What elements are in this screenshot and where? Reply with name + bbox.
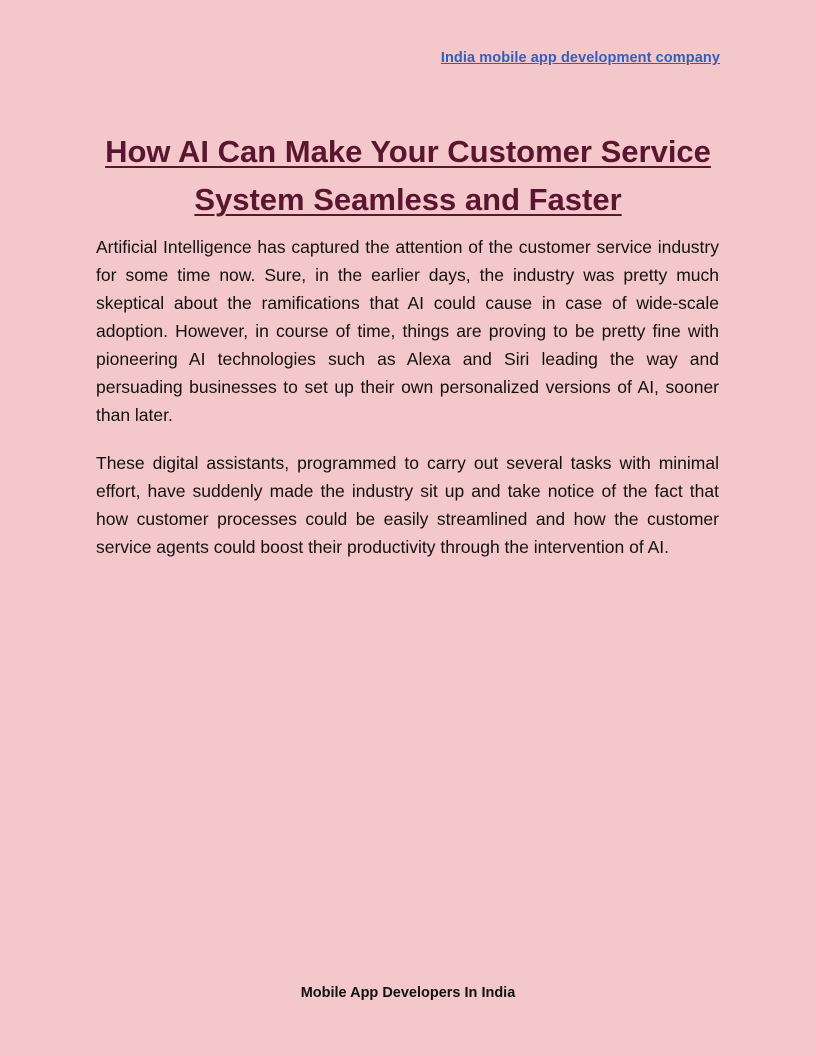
paragraph-2: These digital assistants, programmed to carry out several tasks with minimal effort, have suddenly made the industry sit up and take notice of the fact that how customer processes could be easily streamlined and how the customer service agents could boost their productivity through the intervention of AI.	[96, 453, 719, 557]
paragraph-1: Artificial Intelligence has captured the attention of the customer service industry for some time now. Sure, in the earlier days, the industry was pretty much skeptical about the ramifications that AI could cause in case of wide-scale adoption. However, in course of time, things are proving to be pretty fine with pioneering AI technologies such as Alexa and Siri leading the way and persuading businesses to set up their own personalized versions of AI, sooner than later.	[96, 237, 719, 425]
header-link[interactable]: India mobile app development company	[440, 50, 720, 66]
page-footer: Mobile App Developers In India	[300, 985, 516, 1001]
article-body	[96, 233, 719, 581]
article-title: How AI Can Make Your Customer Service System Seamless and Faster	[105, 134, 711, 217]
